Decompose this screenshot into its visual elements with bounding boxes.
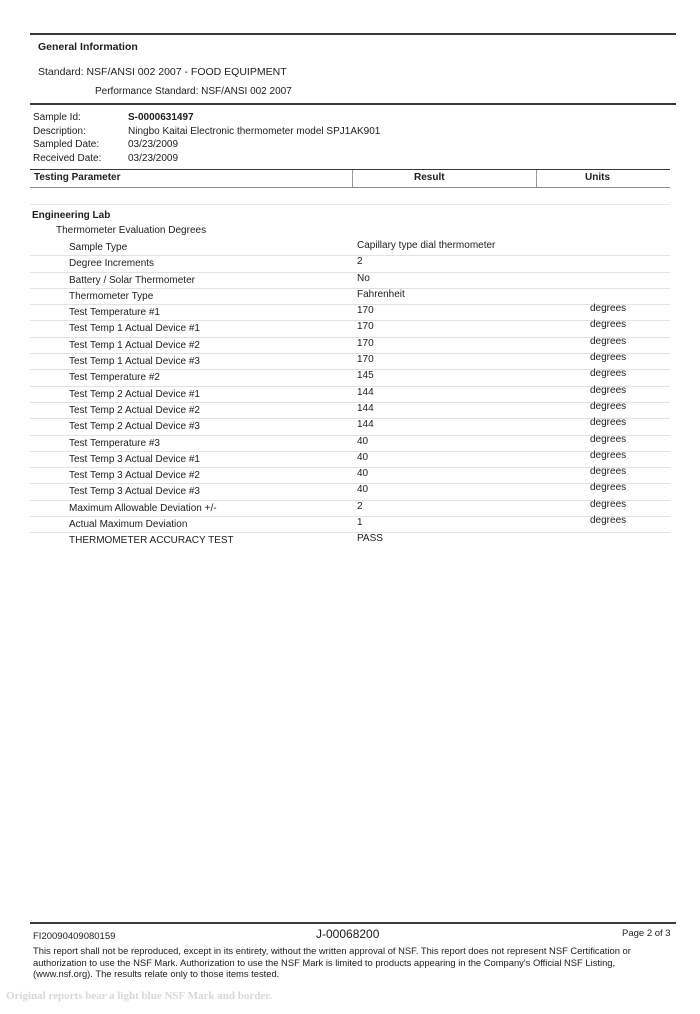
table-row	[0, 240, 700, 256]
received-date-value: 03/23/2009	[128, 152, 179, 164]
row-result: 144	[357, 419, 374, 431]
row-result: 1	[357, 517, 363, 529]
row-result: No	[357, 272, 370, 284]
row-result: 170	[357, 321, 374, 333]
column-units: Units	[585, 172, 610, 183]
row-units: degrees	[590, 433, 627, 445]
row-parameter: THERMOMETER ACCURACY TEST	[69, 535, 234, 547]
row-parameter: Test Temperature #2	[69, 372, 160, 384]
received-date-row	[33, 152, 380, 166]
row-result: PASS	[357, 533, 383, 545]
row-units: degrees	[590, 449, 627, 461]
row-parameter: Sample Type	[69, 242, 128, 253]
table-row	[0, 517, 700, 533]
subsection-thermometer-evaluation: Thermometer Evaluation Degrees	[56, 225, 207, 236]
row-parameter: Test Temp 1 Actual Device #2	[69, 339, 200, 351]
row-units: degrees	[590, 335, 627, 347]
row-result: 170	[357, 354, 374, 366]
row-parameter: Test Temp 3 Actual Device #2	[69, 470, 200, 482]
row-units: degrees	[590, 368, 627, 380]
disclaimer-text: This report shall not be reproduced, except in its entirety, without the written approval of NSF. This report does not represent NSF Certification or authorization to use the NSF Mark. Authorization to use the NSF Mark is limited to products appearing in the Company's Official NSF Listing, (www.nsf.org). The results relate only to those items tested.	[33, 945, 631, 979]
report-id: FI20090409080159	[33, 931, 116, 942]
row-parameter: Test Temp 1 Actual Device #3	[69, 356, 200, 368]
row-parameter: Test Temp 3 Actual Device #1	[69, 453, 200, 465]
table-header-bottom-rule	[30, 187, 670, 188]
sample-id-label: Sample Id:	[33, 112, 81, 123]
row-parameter: Thermometer Type	[69, 290, 154, 302]
description-label: Description:	[33, 125, 86, 137]
column-separator	[352, 170, 353, 188]
row-parameter: Degree Increments	[69, 258, 155, 270]
sampled-date-label: Sampled Date:	[33, 139, 100, 151]
row-units: degrees	[590, 498, 627, 510]
sampled-date-row	[33, 138, 380, 152]
row-result: Fahrenheit	[357, 288, 405, 300]
row-result: 144	[357, 386, 374, 398]
results-table-body	[0, 240, 700, 550]
standard-label: Standard:	[38, 66, 84, 78]
sample-id-row	[33, 111, 380, 125]
column-separator	[536, 170, 537, 188]
row-result: 40	[357, 435, 369, 447]
row-result: 40	[357, 451, 369, 463]
row-result: 40	[357, 468, 369, 480]
top-rule	[30, 33, 676, 35]
table-header-faint-rule	[30, 204, 670, 205]
row-units: degrees	[590, 482, 627, 494]
general-information-title: General Information	[38, 41, 138, 53]
sampled-date-value: 03/23/2009	[128, 139, 179, 151]
table-row	[0, 533, 700, 549]
sample-id-value: S-0000631497	[128, 112, 194, 123]
row-units: degrees	[590, 466, 627, 478]
row-units: degrees	[590, 400, 627, 412]
row-result: 40	[357, 484, 369, 496]
description-value: Ningbo Kaitai Electronic thermometer model SPJ1AK901	[128, 125, 381, 137]
performance-standard: Performance Standard: NSF/ANSI 002 2007	[95, 86, 292, 97]
table-row	[0, 273, 700, 289]
row-parameter: Test Temp 1 Actual Device #1	[69, 323, 200, 335]
row-units: degrees	[590, 417, 627, 429]
row-units: degrees	[590, 384, 627, 396]
row-units: degrees	[590, 352, 627, 364]
column-testing-parameter: Testing Parameter	[34, 172, 121, 183]
standard-line	[38, 66, 287, 78]
row-parameter: Actual Maximum Deviation	[69, 519, 188, 531]
page-number: Page 2 of 3	[622, 928, 671, 939]
row-result: 170	[357, 337, 374, 349]
section-engineering-lab: Engineering Lab	[32, 210, 111, 221]
row-parameter: Test Temp 2 Actual Device #3	[69, 421, 200, 433]
row-parameter: Test Temp 3 Actual Device #3	[69, 486, 200, 498]
received-date-label: Received Date:	[33, 152, 102, 164]
row-parameter: Maximum Allowable Deviation +/-	[69, 502, 217, 514]
description-row	[33, 125, 380, 139]
original-report-note: Original reports bear a light blue NSF Mark and border.	[6, 990, 272, 1002]
row-units: degrees	[590, 319, 627, 331]
section-rule	[30, 103, 676, 105]
row-result: 2	[357, 500, 363, 512]
column-result: Result	[414, 172, 445, 183]
row-parameter: Test Temp 2 Actual Device #1	[69, 388, 200, 400]
table-row	[0, 256, 700, 272]
row-result: 144	[357, 402, 374, 414]
standard-value: NSF/ANSI 002 2007 - FOOD EQUIPMENT	[86, 66, 287, 78]
row-result: 145	[357, 370, 374, 382]
row-result: 2	[357, 256, 363, 268]
row-units: degrees	[590, 303, 627, 315]
footer-rule	[30, 922, 676, 924]
row-result: Capillary type dial thermometer	[357, 240, 496, 251]
row-parameter: Test Temperature #3	[69, 437, 160, 449]
table-header-top-rule	[30, 169, 670, 170]
job-number: J-00068200	[316, 927, 380, 941]
row-parameter: Battery / Solar Thermometer	[69, 274, 195, 286]
row-units: degrees	[590, 515, 627, 527]
row-parameter: Test Temp 2 Actual Device #2	[69, 404, 200, 416]
row-parameter: Test Temperature #1	[69, 307, 160, 319]
row-result: 170	[357, 305, 374, 317]
sample-info	[33, 111, 380, 165]
